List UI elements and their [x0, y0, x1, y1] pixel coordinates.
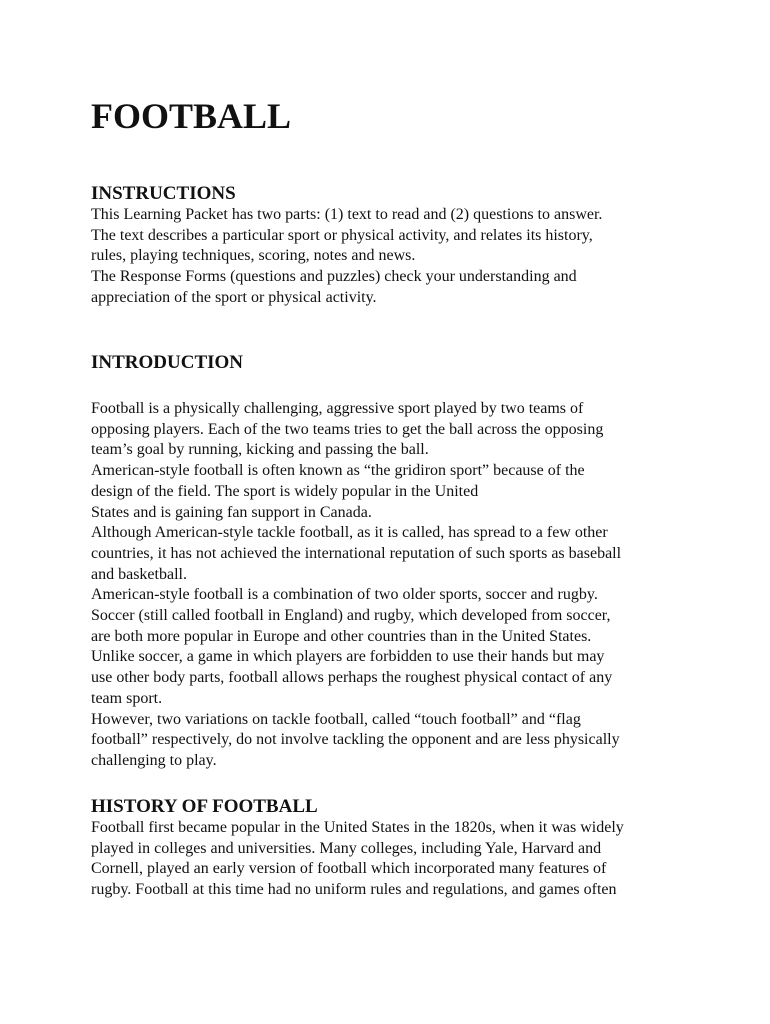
introduction-line: Soccer (still called football in England) and rugby, which developed from soccer,	[91, 607, 611, 625]
introduction-line: States and is gaining fan support in Canada.	[91, 503, 372, 521]
document-title: FOOTBALL	[91, 96, 292, 136]
introduction-line: are both more popular in Europe and other countries than in the United States.	[91, 627, 592, 645]
introduction-line: However, two variations on tackle football, called “touch football” and “flag	[91, 710, 581, 728]
instructions-body	[91, 205, 691, 309]
introduction-line: Although American-style tackle football, as it is called, has spread to a few other	[91, 524, 608, 542]
introduction-heading: INTRODUCTION	[91, 352, 244, 373]
instructions-line: rules, playing techniques, scoring, notes and news.	[91, 247, 416, 265]
history-section	[91, 796, 691, 901]
history-line: played in colleges and universities. Many colleges, including Yale, Harvard and	[91, 839, 602, 857]
introduction-line: use other body parts, football allows perhaps the roughest physical contact of any	[91, 669, 613, 687]
introduction-line: Football is a physically challenging, aggressive sport played by two teams of	[91, 400, 584, 417]
introduction-section	[91, 352, 691, 772]
introduction-line: American-style football is a combination of two older sports, soccer and rugby.	[91, 586, 598, 604]
history-line: Football first became popular in the United States in the 1820s, when it was widely	[91, 819, 624, 836]
introduction-line: design of the field. The sport is widely popular in the United	[91, 482, 479, 500]
instructions-line: The Response Forms (questions and puzzles) check your understanding and	[91, 268, 577, 286]
introduction-line: opposing players. Each of the two teams tries to get the ball across the opposing	[91, 420, 604, 438]
introduction-line: American-style football is often known as “the gridiron sport” because of the	[91, 462, 585, 480]
introduction-body	[91, 399, 691, 772]
history-line: rugby. Football at this time had no uniform rules and regulations, and games often	[91, 881, 617, 899]
instructions-line: The text describes a particular sport or physical activity, and relates its history,	[91, 226, 593, 244]
introduction-line: challenging to play.	[91, 751, 217, 769]
introduction-line: team sport.	[91, 689, 163, 707]
instructions-heading: INSTRUCTIONS	[91, 183, 236, 204]
history-heading: HISTORY OF FOOTBALL	[91, 796, 318, 817]
instructions-line: appreciation of the sport or physical activity.	[91, 288, 377, 306]
introduction-line: team’s goal by running, kicking and passing the ball.	[91, 441, 429, 459]
introduction-line: football” respectively, do not involve tackling the opponent and are less physically	[91, 731, 620, 749]
history-body	[91, 818, 691, 901]
introduction-line: Unlike soccer, a game in which players are forbidden to use their hands but may	[91, 648, 605, 666]
history-line: Cornell, played an early version of football which incorporated many features of	[91, 860, 607, 878]
instructions-line: This Learning Packet has two parts: (1) text to read and (2) questions to answer.	[91, 206, 603, 223]
introduction-line: and basketball.	[91, 565, 187, 583]
introduction-line: countries, it has not achieved the international reputation of such sports as baseball	[91, 544, 622, 562]
instructions-section	[91, 183, 691, 309]
